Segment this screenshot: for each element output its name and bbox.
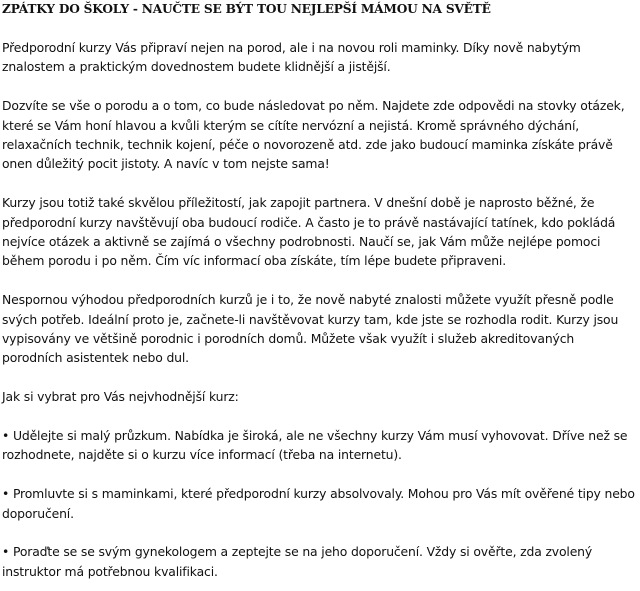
- paragraph-intro: Předporodní kurzy Vás připraví nejen na porod, ale i na novou roli maminky. Díky nově nabytým znalostem a praktickým dovednostem budete klidnější a jistější.: [2, 40, 581, 75]
- paragraph-partner: Kurzy jsou totiž také skvělou příležitostí, jak zapojit partnera. V dnešní době je naprosto běžné, že předporodní kurzy navštěvují oba budoucí rodiče. A často je to právě nastávající tatínek, kdo pokládá nejvíce otázek a aktivně se zajímá o všechny podrobnosti. Naučí se, jak Vám může nejlépe pomoci během porodu i po něm. Čím víc informací oba získáte, tím lépe budete připraveni.: [2, 195, 616, 269]
- bullet-talk-to-mothers: • Promluvte si s maminkami, které předporodní kurzy absolvovaly. Mohou pro Vás mít ověřené tipy nebo doporučení.: [2, 486, 635, 521]
- title-spacer: [2, 19, 638, 38]
- paragraph-gap: [2, 77, 638, 96]
- paragraph-gap: [2, 174, 638, 193]
- paragraph-gap: [2, 407, 638, 426]
- paragraph-gap: [2, 465, 638, 484]
- paragraph-gap: [2, 368, 638, 387]
- paragraph-how-to-choose: Jak si vybrat pro Vás nejvhodnější kurz:: [2, 389, 239, 405]
- bullet-research: • Udělejte si malý průzkum. Nabídka je široká, ale ne všechny kurzy Vám musí vyhovovat. Dříve než se rozhodnete, najděte si o kurzu více informací (třeba na internetu).: [2, 428, 628, 463]
- article-title: ZPÁTKY DO ŠKOLY - NAUČTE SE BÝT TOU NEJLEPŠÍ MÁMOU NA SVĚTĚ: [2, 2, 491, 16]
- paragraph-about-birth: Dozvíte se vše o porodu a o tom, co bude následovat po něm. Najdete zde odpovědi na stovky otázek, které se Vám honí hlavou a kvůli kterým se cítíte nervózní a nejistá. Kromě správného dýchání, relaxačních technik, technik kojení, péče o novorozeně atd. zde jako budoucí maminka získáte právě onen důležitý pocit jistoty. A navíc v tom nejste sama!: [2, 98, 625, 172]
- paragraph-gap: [2, 271, 638, 290]
- article: [2, 0, 638, 581]
- paragraph-gap: [2, 523, 638, 542]
- bullet-gynecologist: • Poraďte se se svým gynekologem a zeptejte se na jeho doporučení. Vždy si ověřte, zda zvolený instruktor má potřebnou kvalifikaci.: [2, 544, 593, 579]
- paragraph-advantages: Nespornou výhodou předporodních kurzů je i to, že nově nabyté znalosti můžete využít přesně podle svých potřeb. Ideální proto je, začnete-li navštěvovat kurzy tam, kde jste se rozhodla rodit. Kurzy jsou vypisovány ve většině porodnic i porodních domů. Můžete však využít i služeb akreditovaných porodních asistentek nebo dul.: [2, 292, 619, 366]
